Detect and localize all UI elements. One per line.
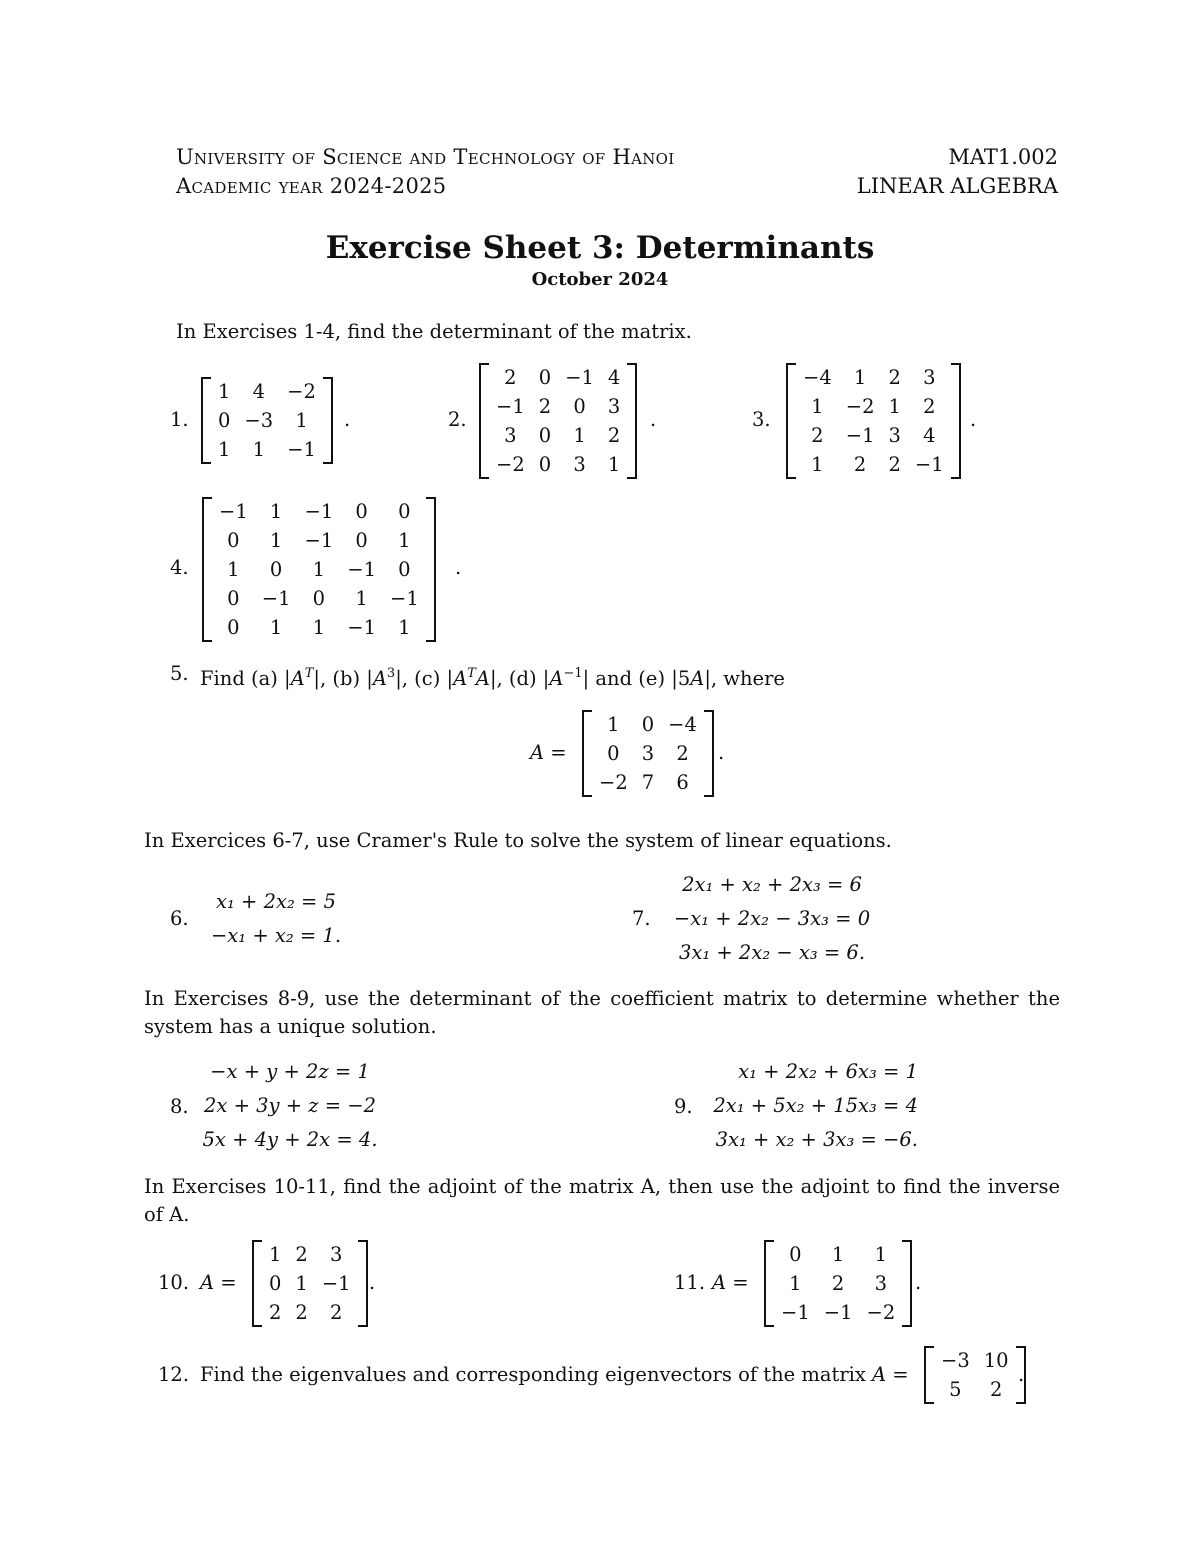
- matrix-cell: −1: [347, 558, 376, 581]
- matrix-cell: 1: [227, 558, 240, 581]
- left-bracket: [252, 1240, 262, 1327]
- matrix-cell: 2: [607, 424, 621, 447]
- matrix-cell: 3: [923, 366, 936, 389]
- exercise-7-label: 7.: [632, 907, 651, 930]
- matrix-cell: −3: [941, 1349, 970, 1372]
- equation-line: x₁ + 2x₂ = 5: [216, 890, 336, 913]
- left-bracket: [924, 1346, 934, 1404]
- matrix-cell: 2: [888, 453, 901, 476]
- matrix-cell: 2: [853, 453, 867, 476]
- matrix-cell: 2: [888, 366, 901, 389]
- matrix-cell: −1: [219, 500, 248, 523]
- matrix-cell: −2: [496, 453, 525, 476]
- matrix-cell: 1: [573, 424, 586, 447]
- matrix-cell: 0: [355, 500, 368, 523]
- matrix-4: [202, 497, 436, 642]
- matrix-cell: 2: [676, 742, 689, 765]
- matrix-cell: 1: [295, 1272, 308, 1295]
- matrix-cell: 1: [607, 453, 621, 476]
- matrix-cell: −1: [496, 395, 525, 418]
- matrix-12: [924, 1346, 1026, 1404]
- matrix-cell: −1: [845, 424, 875, 447]
- matrix-cell: 3: [504, 424, 517, 447]
- matrix-11-period: .: [915, 1271, 922, 1294]
- matrix-cell: 1: [295, 409, 308, 432]
- matrix-5: [582, 710, 714, 797]
- left-bracket: [201, 377, 211, 464]
- matrix-2: [479, 363, 637, 479]
- matrix-2-period: .: [650, 408, 657, 431]
- equation-line: x₁ + 2x₂ + 6x₃ = 1: [738, 1060, 918, 1083]
- matrix-cell: 1: [398, 616, 411, 639]
- ex5-where: where: [723, 667, 785, 690]
- matrix-cell: 3: [573, 453, 586, 476]
- matrix-cell: 1: [607, 713, 620, 736]
- equation-line: −x₁ + x₂ = 1.: [210, 924, 342, 947]
- course-name: LINEAR ALGEBRA: [856, 174, 1058, 198]
- matrix-cell: 1: [811, 395, 824, 418]
- matrix-cell: 0: [538, 366, 552, 389]
- matrix-cell: −2: [866, 1301, 896, 1324]
- exercise-10-label: 10.: [158, 1271, 190, 1294]
- matrix-1: [201, 377, 333, 464]
- matrix-cell: 3: [874, 1272, 888, 1295]
- exercise-8-label: 8.: [170, 1095, 189, 1118]
- matrix-cell: 0: [269, 1272, 282, 1295]
- left-bracket: [202, 497, 212, 642]
- matrix-cell: 2: [330, 1301, 343, 1324]
- matrix-cell: 4: [607, 366, 621, 389]
- system-9: [690, 1055, 918, 1157]
- page-date: October 2024: [531, 269, 669, 290]
- left-bracket: [786, 363, 796, 479]
- matrix-cell: 1: [269, 529, 283, 552]
- matrix-cell: −1: [261, 587, 291, 610]
- matrix-cell: −1: [914, 453, 944, 476]
- matrix-cell: 3: [607, 395, 621, 418]
- equation-line: −x + y + 2z = 1: [210, 1060, 370, 1083]
- matrix-cell: 1: [831, 1243, 845, 1266]
- matrix-cell: 0: [355, 529, 368, 552]
- matrix-cell: 1: [789, 1272, 802, 1295]
- matrix-cell: −2: [599, 771, 628, 794]
- adjoint-intro: In Exercises 10-11, find the adjoint of the matrix A, then use the adjoint to find the inverse of A.: [144, 1175, 1060, 1226]
- matrix-cell: 10: [983, 1349, 1009, 1372]
- matrix-cell: 1: [269, 500, 283, 523]
- equation-line: 5x + 4y + 2x = 4.: [202, 1128, 378, 1151]
- left-bracket: [764, 1240, 774, 1327]
- matrix-cell: 1: [355, 587, 368, 610]
- matrix-cell: −1: [304, 529, 334, 552]
- system-7: [652, 868, 892, 970]
- matrix-cell: 5: [949, 1378, 962, 1401]
- cramer-intro: In Exercices 6-7, use Cramer's Rule to solve the system of linear equations.: [144, 829, 892, 852]
- matrix-10: [252, 1240, 368, 1327]
- matrix-cell: 2: [923, 395, 936, 418]
- matrix-cell: 2: [295, 1243, 308, 1266]
- matrix-cell: −1: [781, 1301, 810, 1324]
- matrix-cell: 1: [218, 438, 231, 461]
- matrix-11: [764, 1240, 912, 1327]
- matrix-cell: 0: [269, 558, 283, 581]
- left-bracket: [479, 363, 489, 479]
- ex5-lhs: A =: [530, 741, 567, 764]
- matrix-cell: −1: [390, 587, 419, 610]
- matrix-cell: 3: [888, 424, 901, 447]
- matrix-cell: 0: [573, 395, 586, 418]
- exercise-5-text: Find (a) $|A^T|$, (b) $|A^3|$, (c) $|A^TA|$, (d) $|A^{-1}|$ and (e) |5A|, where: [200, 666, 785, 690]
- matrix-cell: 0: [312, 587, 326, 610]
- exercise-1-label: 1.: [170, 408, 189, 431]
- matrix-cell: 3: [641, 742, 655, 765]
- equation-line: 2x + 3y + z = −2: [203, 1094, 377, 1117]
- det-intro: In Exercises 1-4, find the determinant of the matrix.: [176, 320, 692, 343]
- ex11-lhs: A =: [712, 1271, 749, 1294]
- exercise-12-text: Find the eigenvalues and corresponding eigenvectors of the matrix: [200, 1363, 866, 1386]
- matrix-3-period: .: [970, 408, 977, 431]
- matrix-cell: −1: [304, 500, 334, 523]
- right-bracket: [323, 377, 333, 464]
- matrix-cell: 2: [989, 1378, 1003, 1401]
- matrix-cell: 1: [312, 616, 326, 639]
- equation-line: 2x₁ + 5x₂ + 15x₃ = 4: [713, 1094, 918, 1117]
- matrix-cell: 0: [398, 558, 411, 581]
- matrix-cell: 2: [504, 366, 517, 389]
- matrix-3: [786, 363, 961, 479]
- equation-line: 3x₁ + 2x₂ − x₃ = 6.: [678, 941, 866, 964]
- university-name: University of Science and Technology of Hanoi: [176, 145, 675, 169]
- matrix-cell: 1: [312, 558, 326, 581]
- matrix-cell: −1: [565, 366, 594, 389]
- matrix-cell: 0: [398, 500, 411, 523]
- matrix-5-period: .: [718, 741, 725, 764]
- matrix-cell: −2: [287, 380, 316, 403]
- right-bracket: [358, 1240, 368, 1327]
- right-bracket: [627, 363, 637, 479]
- matrix-cell: 3: [330, 1243, 343, 1266]
- matrix-cell: 0: [538, 424, 552, 447]
- course-code: MAT1.002: [948, 145, 1058, 169]
- equation-line: 3x₁ + x₂ + 3x₃ = −6.: [715, 1128, 918, 1151]
- ex10-lhs: A =: [200, 1271, 237, 1294]
- matrix-cell: 2: [295, 1301, 308, 1324]
- matrix-cell: 0: [227, 616, 240, 639]
- matrix-cell: −1: [347, 616, 376, 639]
- matrix-cell: −4: [668, 713, 697, 736]
- matrix-cell: 1: [398, 529, 411, 552]
- matrix-cell: −1: [287, 438, 316, 461]
- matrix-cell: 2: [538, 395, 552, 418]
- matrix-cell: 1: [269, 616, 283, 639]
- matrix-10-period: .: [369, 1271, 376, 1294]
- matrix-cell: 1: [218, 380, 231, 403]
- exercise-11-label: 11.: [674, 1271, 706, 1294]
- matrix-cell: 1: [888, 395, 901, 418]
- matrix-cell: 6: [676, 771, 689, 794]
- matrix-cell: 1: [811, 453, 824, 476]
- matrix-1-period: .: [344, 408, 351, 431]
- equation-line: −x₁ + 2x₂ − 3x₃ = 0: [673, 907, 871, 930]
- matrix-cell: 0: [607, 742, 620, 765]
- exercise-3-label: 3.: [752, 408, 771, 431]
- exercise-2-label: 2.: [448, 408, 467, 431]
- matrix-cell: −4: [803, 366, 832, 389]
- exercise-4-label: 4.: [170, 556, 189, 579]
- right-bracket: [902, 1240, 912, 1327]
- right-bracket: [704, 710, 714, 797]
- system-8: [195, 1055, 385, 1157]
- academic-year: Academic year 2024-2025: [176, 174, 447, 198]
- matrix-cell: 4: [252, 380, 265, 403]
- matrix-cell: 0: [218, 409, 231, 432]
- matrix-cell: 0: [227, 587, 240, 610]
- matrix-cell: 2: [811, 424, 824, 447]
- matrix-cell: −2: [845, 395, 875, 418]
- matrix-cell: 0: [538, 453, 552, 476]
- exercise-12-label: 12.: [158, 1363, 190, 1386]
- matrix-cell: −1: [321, 1272, 351, 1295]
- exercise-9-label: 9.: [674, 1095, 693, 1118]
- left-bracket: [582, 710, 592, 797]
- exercise-5-label: 5.: [170, 662, 189, 685]
- ex5-find: Find: [200, 667, 245, 690]
- matrix-cell: 0: [227, 529, 240, 552]
- page-title: Exercise Sheet 3: Determinants: [325, 230, 875, 266]
- matrix-cell: −3: [244, 409, 274, 432]
- matrix-cell: 2: [831, 1272, 845, 1295]
- matrix-cell: −1: [823, 1301, 853, 1324]
- right-bracket: [951, 363, 961, 479]
- matrix-cell: 1: [252, 438, 265, 461]
- matrix-4-period: .: [455, 556, 462, 579]
- matrix-cell: 2: [269, 1301, 282, 1324]
- matrix-cell: 4: [923, 424, 936, 447]
- matrix-cell: 0: [641, 713, 655, 736]
- ex5-and: and: [595, 667, 633, 690]
- system-6: [196, 885, 356, 953]
- matrix-12-period: .: [1018, 1363, 1025, 1386]
- exercise-6-label: 6.: [170, 907, 189, 930]
- ex12-lhs: A =: [872, 1363, 909, 1386]
- matrix-cell: 0: [789, 1243, 802, 1266]
- matrix-cell: 1: [853, 366, 867, 389]
- matrix-cell: 7: [641, 771, 655, 794]
- matrix-cell: 1: [269, 1243, 282, 1266]
- unique-intro: In Exercises 8-9, use the determinant of the coefficient matrix to determine whether the system has a unique solution.: [144, 987, 1060, 1038]
- right-bracket: [426, 497, 436, 642]
- matrix-cell: 1: [874, 1243, 888, 1266]
- equation-line: 2x₁ + x₂ + 2x₃ = 6: [682, 873, 862, 896]
